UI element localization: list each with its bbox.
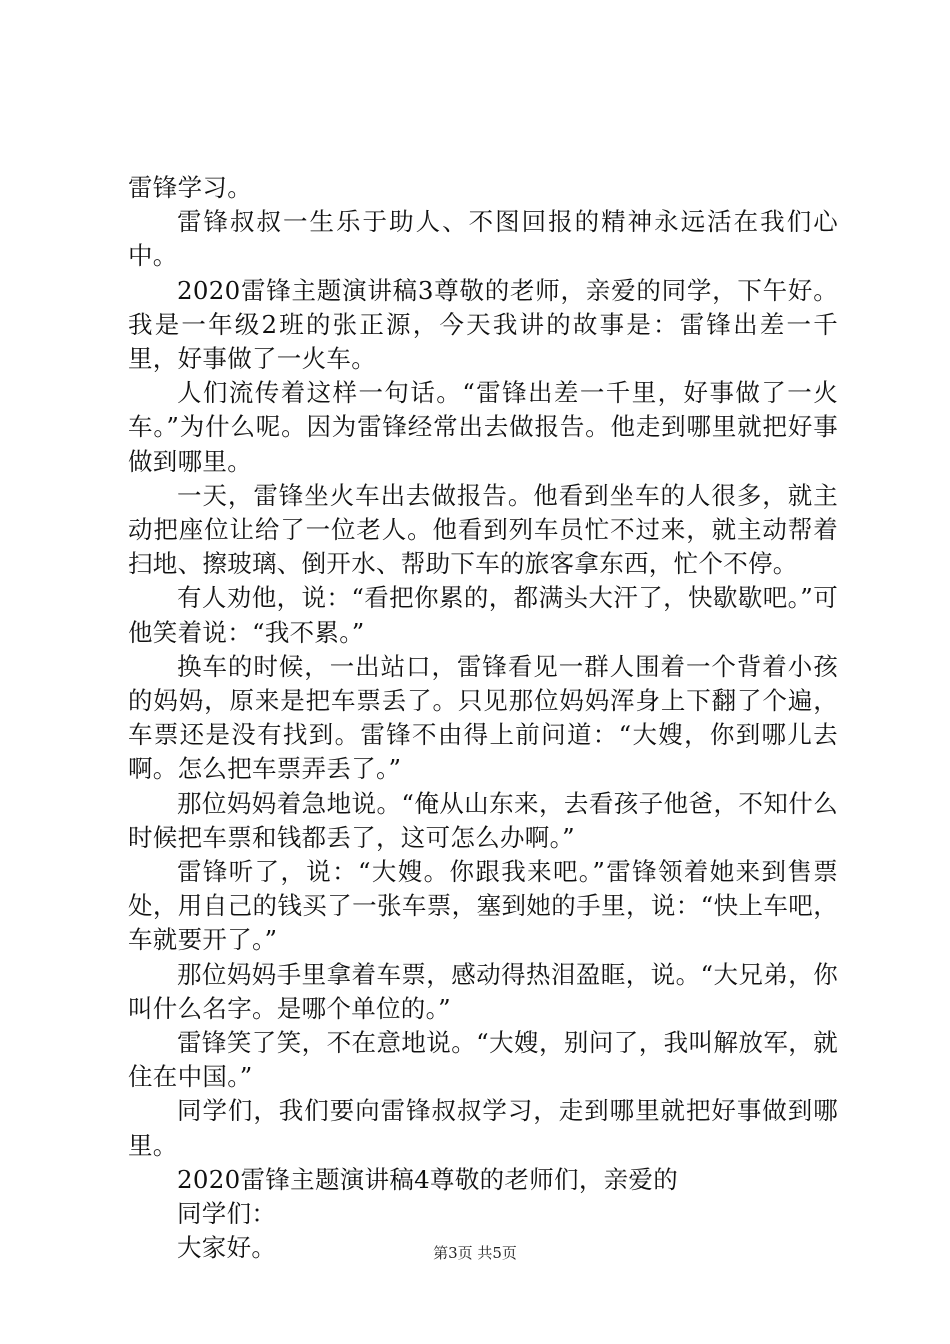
page-footer: [0, 1243, 950, 1263]
paragraph-5: 一天，雷锋坐火车出去做报告。他看到坐车的人很多，就主动把座位让给了一位老人。他看到列车员忙不过来，就主动帮着扫地、擦玻璃、倒开水、帮助下车的旅客拿东西，忙个不停。: [128, 480, 838, 579]
paragraph-11: 雷锋笑了笑，不在意地说。“大嫂，别问了，我叫解放军，就住在中国。”: [128, 1028, 838, 1092]
paragraph-4: 人们流传着这样一句话。“雷锋出差一千里，好事做了一火车。”为什么呢。因为雷锋经常出去做报告。他走到哪里就把好事做到哪里。: [128, 378, 838, 476]
paragraph-12: 同学们，我们要向雷锋叔叔学习，走到哪里就把好事做到哪里。: [128, 1096, 838, 1160]
document-body: [128, 171, 838, 1266]
paragraph-1: 雷锋学习。: [128, 173, 252, 202]
paragraph-6: 有人劝他，说：“看把你累的，都满头大汗了，快歇歇吧。”可他笑着说：“我不累。”: [128, 583, 838, 647]
paragraph-13: 2020雷锋主题演讲稿4尊敬的老师们，亲爱的: [177, 1164, 679, 1194]
paragraph-14: 同学们：: [177, 1199, 277, 1229]
paragraph-3: 2020雷锋主题演讲稿3尊敬的老师，亲爱的同学，下午好。我是一年级2班的张正源，今天我讲的故事是：雷锋出差一千里，好事做了一火车。: [128, 275, 838, 374]
paragraph-8: 那位妈妈着急地说。“俺从山东来，去看孩子他爸，不知什么时候把车票和钱都丢了，这可怎么办啊。”: [128, 788, 838, 852]
paragraph-15: 大家好。: [177, 1233, 277, 1263]
paragraph-10: 那位妈妈手里拿着车票，感动得热泪盈眶，说。“大兄弟，你叫什么名字。是哪个单位的。”: [128, 959, 838, 1023]
paragraph-2: 雷锋叔叔一生乐于助人、不图回报的精神永远活在我们心中。: [128, 207, 838, 271]
page-number-label: 第3页 共5页: [433, 1244, 517, 1262]
paragraph-9: 雷锋听了，说：“大嫂。你跟我来吧。”雷锋领着她来到售票处，用自己的钱买了一张车票，塞到她的手里，说：“快上车吧，车就要开了。”: [128, 857, 838, 955]
paragraph-7: 换车的时候，一出站口，雷锋看见一群人围着一个背着小孩的妈妈，原来是把车票丢了。只见那位妈妈浑身上下翻了个遍，车票还是没有找到。雷锋不由得上前问道：“大嫂，你到哪儿去啊。怎么把车票弄丢了。”: [128, 651, 838, 784]
